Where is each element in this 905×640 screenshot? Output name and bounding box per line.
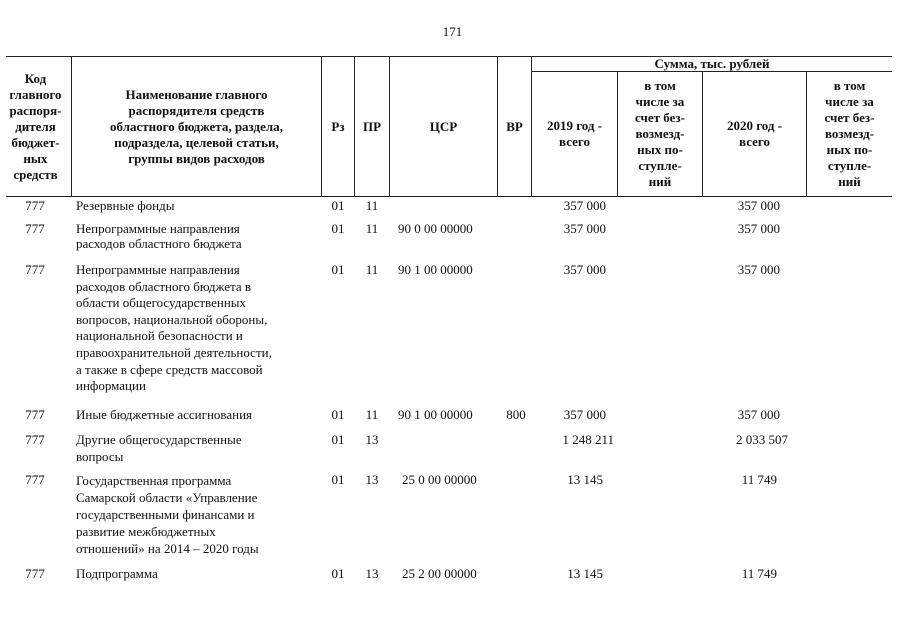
row-pr: 13 <box>365 566 379 581</box>
row-csr: 90 1 00 00000 <box>398 407 473 422</box>
row-rz: 01 <box>331 407 345 422</box>
row-2019-total: 357 000 <box>563 407 606 422</box>
row-pr: 11 <box>365 221 379 236</box>
row-2020-total: 11 749 <box>741 472 777 487</box>
row-code: 777 <box>25 407 45 422</box>
row-pr: 11 <box>365 407 379 422</box>
header-2019-free: в том числе за счет без- возмезд- ных по- ступле- ний <box>635 77 685 189</box>
row-2020-total: 357 000 <box>737 198 780 213</box>
row-2020-total: 357 000 <box>737 221 780 236</box>
header-2020-free: в том числе за счет без- возмезд- ных по- ступле- ний <box>824 77 875 189</box>
row-name: Государственная программа Самарской области «Управление государственными финансами и развитие межбюджетных отношений» на 2014 – 2020 годы <box>76 473 259 556</box>
header-name: Наименование главного распорядителя средств областного бюджета, раздела, подраздела, целевой статьи, группы видов расходов <box>110 87 283 166</box>
row-code: 777 <box>25 432 45 447</box>
row-pr: 13 <box>365 472 379 487</box>
row-name: Резервные фонды <box>76 198 175 213</box>
header-code: Код главного распоря- дителя бюджет- ных средств <box>9 71 62 182</box>
row-2020-total: 11 749 <box>741 566 777 581</box>
row-name: Непрограммные направления расходов областного бюджета <box>76 221 242 251</box>
row-code: 777 <box>25 262 45 277</box>
row-csr: 25 0 00 00000 <box>402 472 477 487</box>
row-csr: 90 1 00 00000 <box>398 262 473 277</box>
row-2020-total: 357 000 <box>737 407 780 422</box>
header-2019-total: 2019 год - всего <box>546 117 603 149</box>
row-rz: 01 <box>331 198 345 213</box>
row-2019-total: 13 145 <box>567 566 603 581</box>
row-csr: 25 2 00 00000 <box>402 566 477 581</box>
row-2019-total: 357 000 <box>563 221 606 236</box>
row-code: 777 <box>25 566 45 581</box>
row-2019-total: 1 248 211 <box>562 432 614 447</box>
row-vr: 800 <box>506 407 526 422</box>
row-2019-total: 13 145 <box>567 472 603 487</box>
row-rz: 01 <box>331 566 345 581</box>
row-2019-total: 357 000 <box>563 262 606 277</box>
row-2020-total: 357 000 <box>737 262 780 277</box>
row-code: 777 <box>25 198 45 213</box>
row-name: Подпрограмма <box>76 566 158 581</box>
header-pr: ПР <box>362 119 382 134</box>
row-rz: 01 <box>331 262 345 277</box>
page-number: 171 <box>442 24 463 39</box>
header-2020-total: 2020 год - всего <box>726 117 783 149</box>
header-bottom-rule <box>6 196 892 197</box>
row-rz: 01 <box>331 472 345 487</box>
row-rz: 01 <box>331 432 345 447</box>
row-name: Другие общегосударственные вопросы <box>76 432 242 464</box>
row-rz: 01 <box>331 221 345 236</box>
row-pr: 13 <box>365 432 379 447</box>
row-pr: 11 <box>365 198 379 213</box>
header-vr: ВР <box>506 119 523 134</box>
row-2019-total: 357 000 <box>563 198 606 213</box>
row-2020-total: 2 033 507 <box>736 432 788 447</box>
row-name: Иные бюджетные ассигнования <box>76 407 253 422</box>
header-csr: ЦСР <box>429 119 458 134</box>
row-code: 777 <box>25 472 45 487</box>
header-sum: Сумма, тыс. рублей <box>654 56 770 71</box>
row-name: Непрограммные направления расходов областного бюджета в области общегосударственных вопросов, национальной обороны, национальной безопасности и правоохранительной деятельности, а также в сфере средств массовой информации <box>76 262 272 394</box>
row-pr: 11 <box>365 262 379 277</box>
row-csr: 90 0 00 00000 <box>398 221 473 236</box>
header-rz: Рз <box>331 119 345 134</box>
row-code: 777 <box>25 221 45 236</box>
